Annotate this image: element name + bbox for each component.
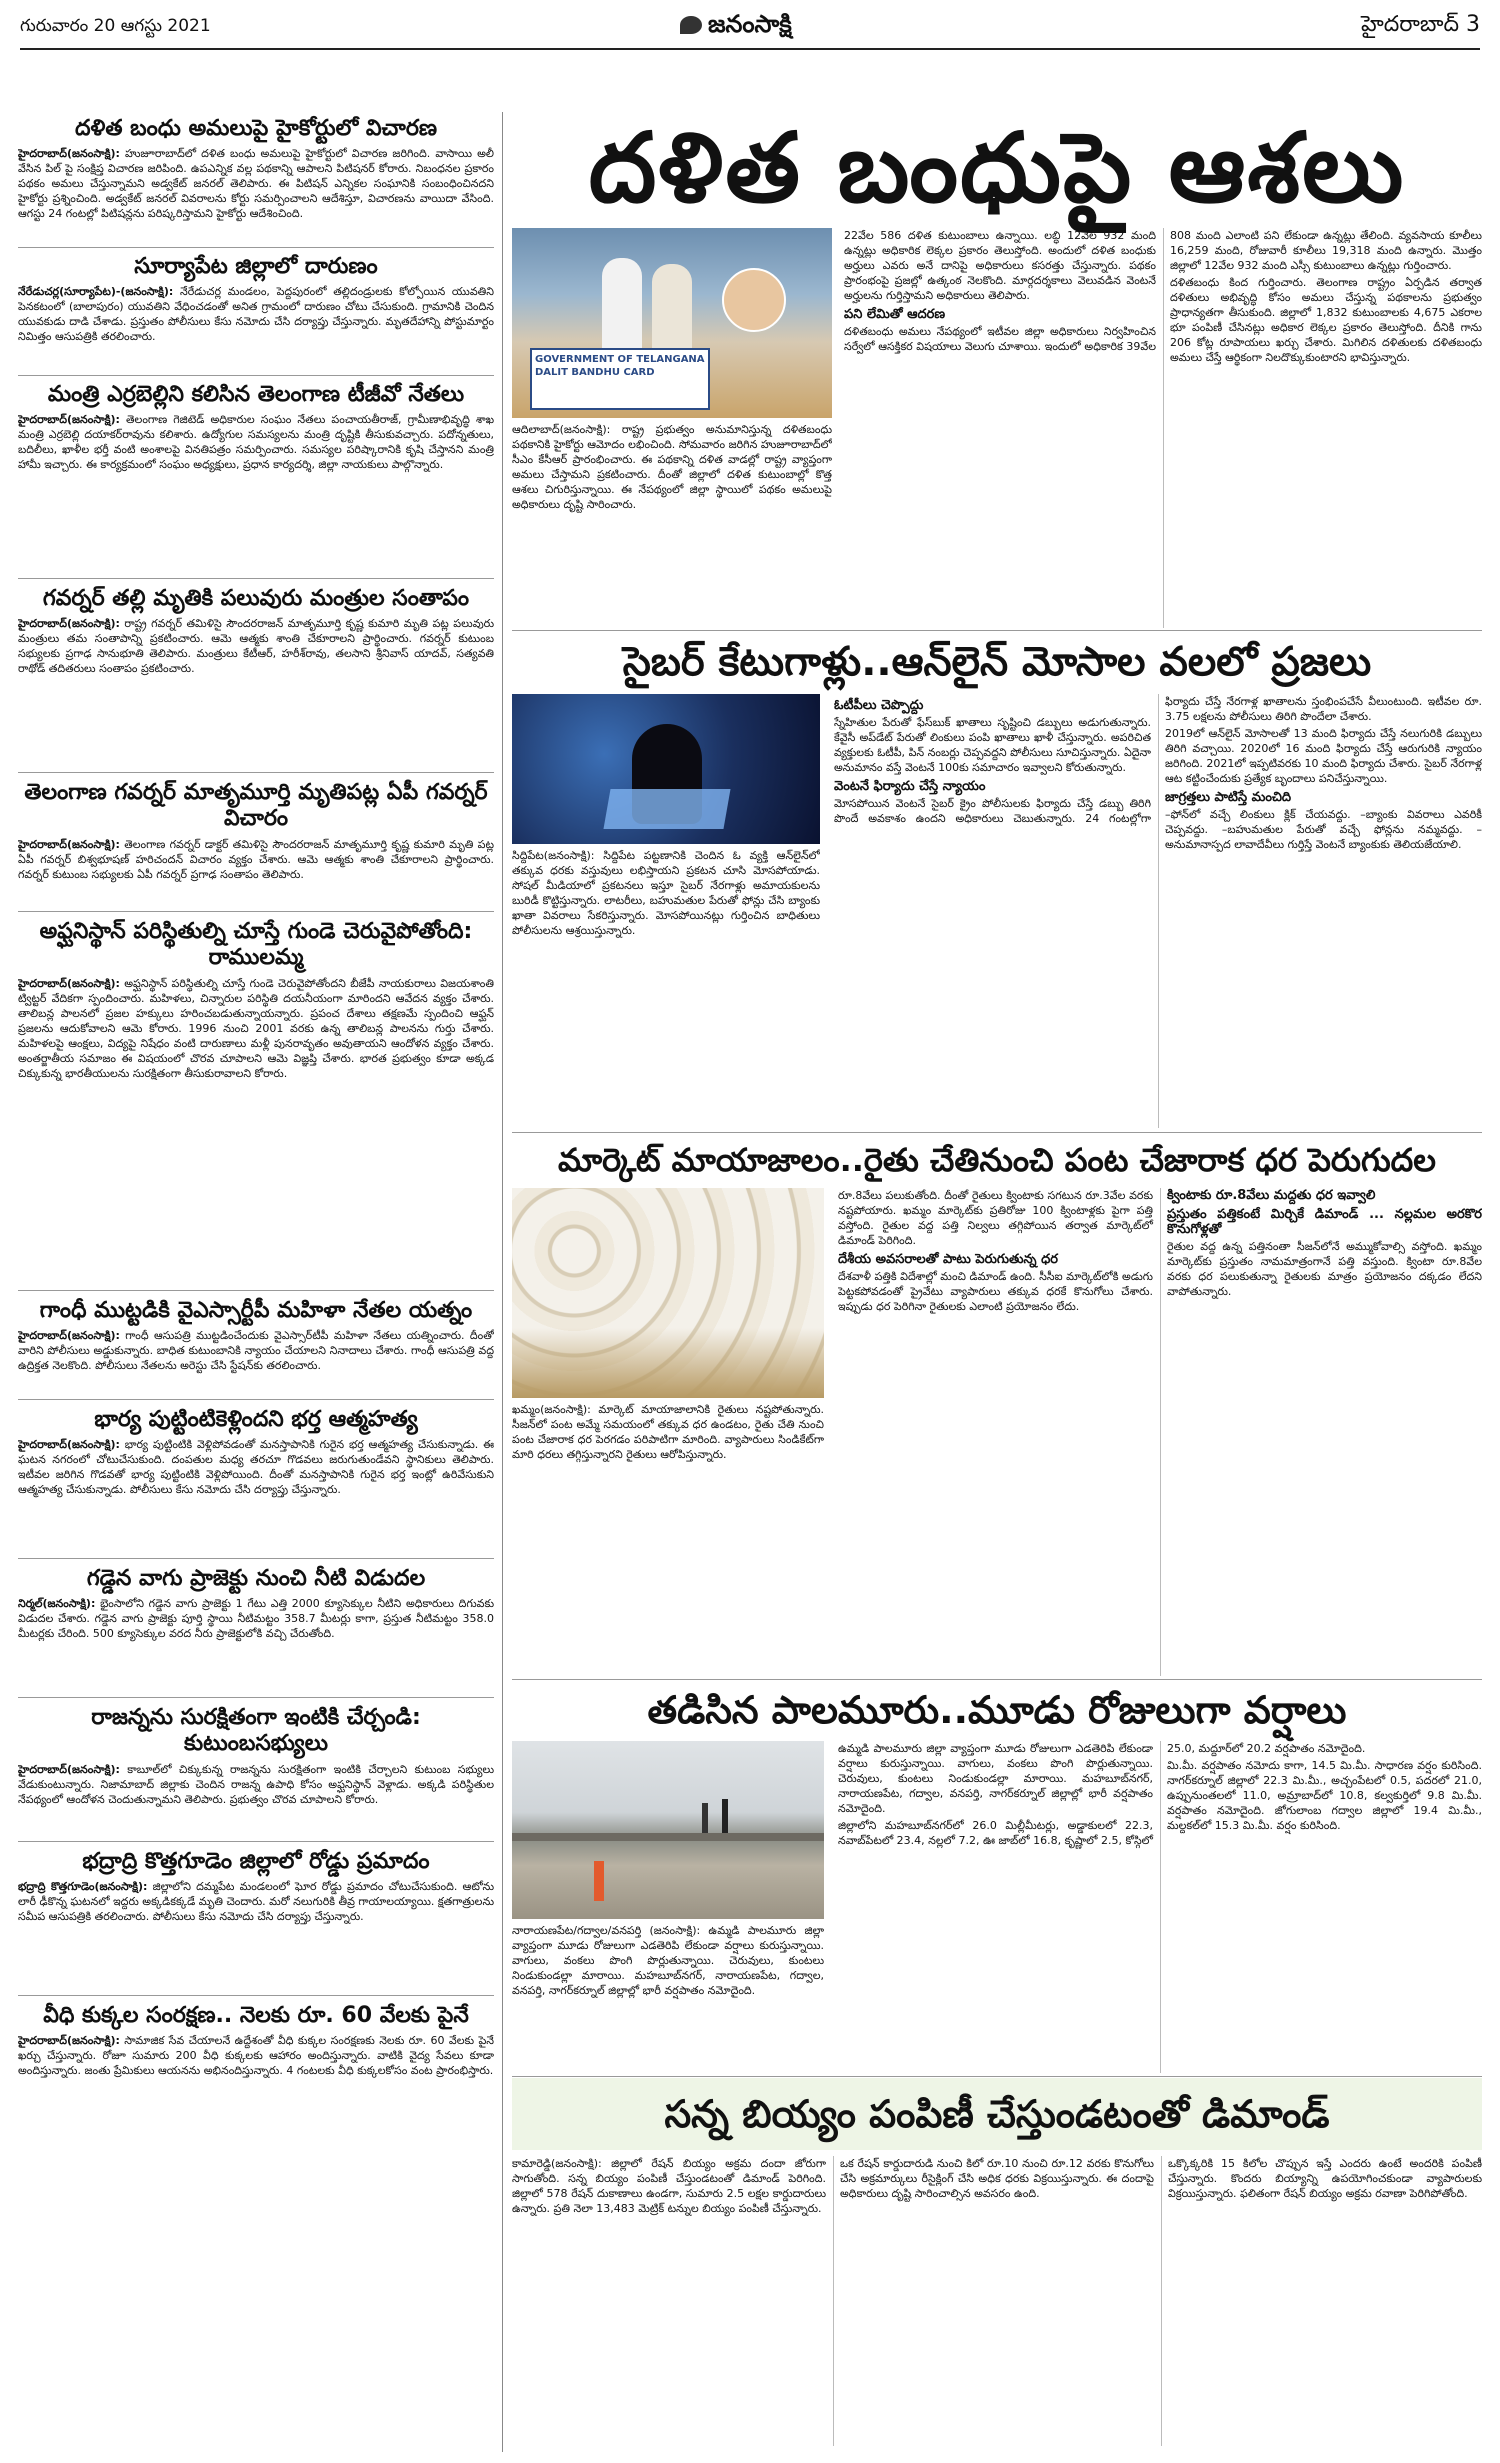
story-title: గడ్డెన వాగు ప్రాజెక్టు నుంచి నీటి విడుదల (86, 1566, 426, 1591)
story-title: గాంధీ ముట్టడికి వైఎస్సార్టీపీ మహిళా నేతల యత్నం (39, 1298, 473, 1323)
lead-body-1: ఆదిలాబాద్(జనంసాక్షి): రాష్ట్ర ప్రభుత్వం అనుమానిస్తున్న దళితబంధు పథకానికి హైకోర్టు ఆమోదం లభించింది. సోమవారం జరిగిన హుజూరాబాద్‌లో సీఎం కేసీఆర్ ప్రారంభించారు. ఈ పథకాన్ని దళిత వాడల్లో రాష్ట్ర వ్యాప్తంగా అమలు చేస్తామని ప్రకటించారు. దీంతో జిల్లాలో దళిత కుటుంబాల్లో కొత్త ఆశలు చిగురిస్తున్నాయి. ఈ నేపథ్యంలో జిల్లా స్థాయిలో పథకం అమలుపై అధికారులు దృష్టి సారించారు. (512, 423, 832, 511)
story-body: హైదరాబాద్(జనంసాక్షి): రాష్ట్ర గవర్నర్ తమిళిసై సౌందరరాజన్ మాతృమూర్తి కృష్ణ కుమారి మృతి పట్ల పలువురు మంత్రులు తమ సంతాపాన్ని ప్రకటించారు. ఆమె ఆత్మకు శాంతి చేకూరాలని ప్రార్థించారు. గవర్నర్ కుటుంబ సభ్యులకు ప్రగాఢ సానుభూతి తెలిపారు. మంత్రులు కేటీఆర్, హరీశ్‌రావు, తలసాని శ్రీనివాస్ యాదవ్, సత్యవతి రాథోడ్ తదితరులు సంతాపం ప్రకటించారు. (18, 617, 494, 676)
story-body: హైదరాబాద్(జనంసాక్షి): కాబూల్‌లో చిక్కుకున్న రాజన్నను సురక్షితంగా ఇంటికి చేర్చాలని కుటుంబ సభ్యులు వేడుకుంటున్నారు. నిజామాబాద్ జిల్లాకు చెందిన రాజన్న ఉపాధి కోసం అఫ్ఘనిస్థాన్ వెళ్లాడు. అక్కడి పరిస్థితుల నేపథ్యంలో ఆందోళన చెందుతున్నామని తెలిపారు. ప్రభుత్వం చొరవ చూపాలని కోరారు. (18, 1762, 494, 1806)
story-body: హైదరాబాద్(జనంసాక్షి): తెలంగాణ గెజిటెడ్ అధికారుల సంఘం నేతలు పంచాయతీరాజ్, గ్రామీణాభివృద్ధి శాఖ మంత్రి ఎర్రబెల్లి దయాకర్‌రావును కలిశారు. ఉద్యోగుల సమస్యలను మంత్రి దృష్టికి తీసుకువచ్చారు. పదోన్నతులు, బదిలీలు, ఖాళీల భర్తీ వంటి అంశాలపై వినతిపత్రం సమర్పించారు. సమస్యల పరిష్కారానికి కృషి చేస్తానని మంత్రి హామీ ఇచ్చారు. ఈ కార్యక్రమంలో సంఘం అధ్యక్షులు, ప్రధాన కార్యదర్శి, జిల్లా నాయకులు పాల్గొన్నారు. (18, 413, 494, 472)
cyber-tips: –ఫోన్‌లో వచ్చే లింకులు క్లిక్ చేయవద్దు. –బ్యాంకు వివరాలు ఎవరికీ చెప్పవద్దు. –బహుమతుల పేరుతో వచ్చే ఫోన్లను నమ్మవద్దు. –అనుమానాస్పద లావాదేవీలు గుర్తిస్తే వెంటనే బ్యాంకుకు తెలియజేయాలి. (1165, 808, 1482, 851)
person-figure (652, 264, 692, 348)
cyber-subhead: జాగ్రత్తలు పాటిస్తే మంచిది (1165, 790, 1292, 805)
rain-body-1: నారాయణపేట/గద్వాల/వనపర్తి (జనంసాక్షి): ఉమ్మడి పాలమూరు జిల్లా వ్యాప్తంగా మూడు రోజులుగా ఎడతెరిపి లేకుండా వర్షాలు కురుస్తున్నాయి. వాగులు, వంకలు పొంగి పొర్లుతున్నాయి. చెరువులు, కుంటలు నిండుకుండల్లా మారాయి. మహబూబ్‌నగర్, నారాయణపేట, గద్వాల, వనపర్తి, నాగర్‌కర్నూల్ జిల్లాల్లో భారీ వర్షపాతం నమోదైంది. (512, 1924, 824, 1997)
rice-body-3: ఒక్కొక్కరికి 15 కిలోల చొప్పున ఇస్తే ఎందరు ఉంటే అందరికి పంపిణీ చేస్తున్నారు. కొందరు బియ్యాన్ని ఉపయోగించకుండా వ్యాపారులకు విక్రయిస్తున్నారు. ఫలితంగా రేషన్ బియ్యం అక్రమ రవాణా పెరిగిపోతోంది. (1168, 2157, 1482, 2200)
story-title: తెలంగాణ గవర్నర్ మాతృమూర్తి మృతిపట్ల ఏపీ గవర్నర్ విచారం (24, 780, 488, 832)
story-title: సూర్యాపేట జిల్లాలో దారుణం (134, 254, 378, 279)
rice-body-columns (512, 2156, 1482, 2446)
lead-body-columns (844, 228, 1482, 628)
story-ap-governor (18, 776, 494, 912)
dam-wall (512, 1833, 824, 1841)
story-street-dogs (18, 1999, 494, 2439)
cyber-photo (512, 694, 820, 844)
masthead-logo-icon (680, 16, 702, 34)
story-title: అఫ్ఘనిస్థాన్ పరిస్థితుల్ని చూస్తే గుండె చెరువైపోతోంది: రాములమ్మ (39, 919, 473, 971)
lead-body-3: దళితబంధు అమలు నేపథ్యంలో ఇటీవల జిల్లా అధికారులు నిర్వహించిన సర్వేలో ఆసక్తికర విషయాలు వెలుగు చూశాయి. ఇందులో అధికారిక 39వేల 808 మంది ఎలాంటి పని లేకుండా ఉన్నట్లు తేలింది. వ్యవసాయ కూలీలు 16,259 మంది, రోజువారీ కూలీలు 19,318 మంది ఉన్నారు. మొత్తం జిల్లాలో 12వేల 932 మంది ఎస్సీ కుటుంబాలు ఉన్నట్లు గుర్తించారు. (844, 229, 1482, 353)
market-body-1: ఖమ్మం(జనంసాక్షి): మార్కెట్ మాయాజాలానికి రైతులు నష్టపోతున్నారు. సీజన్‌లో పంట అమ్మే సమయంలో తక్కువ ధర ఉండటం, రైతు చేతి నుంచి పంట చేజారాక ధర పెరగడం పరిపాటిగా మారింది. వ్యాపారులు సిండికేట్‌గా మారి ధరలు తగ్గిస్తున్నారని రైతులు ఆరోపిస్తున్నారు. (512, 1403, 824, 1461)
story-errabelli (18, 378, 494, 579)
lead-subhead: పని లేమితో ఆదరణ (844, 307, 946, 322)
cyber-body-1: సిద్దిపేట(జనంసాక్షి): సిద్దిపేట పట్టణానికి చెందిన ఓ వ్యక్తి ఆన్‌లైన్‌లో తక్కువ ధరకు వస్తువులు లభిస్తాయని ప్రకటన చూసి మోసపోయాడు. సోషల్ మీడియాలో ప్రకటనలు ఇస్తూ సైబర్ నేరగాళ్లు అమాయకులను బురిడీ కొట్టిస్తున్నారు. లాటరీలు, బహుమతుల పేరుతో ఫోన్లు చేసి బ్యాంకు ఖాతా వివరాలు సేకరిస్తున్నారు. మోసపోయినట్లు గుర్తించిన బాధితులు పోలీసులను ఆశ్రయిస్తున్నారు. (512, 849, 820, 937)
laptop-image (603, 789, 730, 829)
story-husband-suicide (18, 1403, 494, 1559)
market-headline: మార్కెట్ మాయాజాలం..రైతు చేతినుంచి పంట చేజారాక ధర పెరుగుదల (558, 1141, 1436, 1179)
cyber-headline: సైబర్ కేటుగాళ్లు..ఆన్‌లైన్ మోసాల వలలో ప్రజలు (622, 639, 1372, 685)
story-afghanistan (18, 915, 494, 1291)
market-subhead: క్వింటాకు రూ.8వేలు మద్దతు ధర ఇవ్వాలి (1167, 1188, 1376, 1203)
column-divider (502, 112, 503, 2452)
story-gaddena-vagu (18, 1562, 494, 1698)
cyber-subhead: ఓటీపీలు చెప్పొద్దు (834, 698, 924, 713)
story-title: మంత్రి ఎర్రబెల్లిని కలిసిన తెలంగాణ టీజీవో నేతలు (47, 382, 465, 407)
cyber-body-2: స్నేహితుల పేరుతో ఫేస్‌బుక్ ఖాతాలు సృష్టించి డబ్బులు అడుగుతున్నారు. కేవైసీ అప్‌డేట్ పేరుతో లింకులు పంపి ఖాతాలు ఖాళీ చేస్తున్నారు. అపరిచిత వ్యక్తులకు ఓటీపీ, పిన్ నంబర్లు చెప్పవద్దని పోలీసులు సూచిస్తున్నారు. ఏదైనా అనుమానం వస్తే వెంటనే 100కు సమాచారం ఇవ్వాలని కోరుతున్నారు. (834, 716, 1151, 774)
rice-body-1: కామారెడ్డి(జనంసాక్షి): జిల్లాలో రేషన్ బియ్యం అక్రమ దందా జోరుగా సాగుతోంది. సన్న బియ్యం పంపిణీ చేస్తుండటంతో డిమాండ్ పెరిగింది. జిల్లాలో 578 రేషన్ దుకాణాలు ఉండగా, సుమారు 2.5 లక్షల కార్డుదారులు ఉన్నారు. ప్రతి నెలా 13,483 మెట్రిక్ టన్నుల బియ్యం పంపిణీ చేస్తున్నారు. (512, 2157, 826, 2215)
page-city-number: హైదరాబాద్ 3 (1361, 12, 1480, 37)
story-body: నేరేడుచర్ల(సూర్యాపేట)-(జనంసాక్షి): నేరేడుచర్ల మండలం, పెద్దపురంలో తల్లిదండ్రులకు కోల్పోయిన యువతిని పెనకటంలో (బాలాపురం) యువతిని వేధించడంతో అనిత గ్రామంలో దారుణం చోటు చేసుకుంది. గ్రామానికి చెందిన యువకుడు దాడి చేశాడు. ప్రస్తుతం పోలీసులు కేసు నమోదు చేసి దర్యాప్తు చేస్తున్నారు. మృతదేహాన్ని పోస్టుమార్టం నిమిత్తం ఆసుపత్రికి తరలించారు. (18, 285, 494, 344)
story-road-accident (18, 1845, 494, 1996)
story-body: హైదరాబాద్(జనంసాక్షి): సామాజిక సేవ చేయాలనే ఉద్దేశంతో వీధి కుక్కల సంరక్షణకు నెలకు రూ. 60 వేలకు పైనే ఖర్చు చేస్తున్నారు. రోజూ సుమారు 200 వీధి కుక్కలకు ఆహారం అందిస్తున్నారు. వాటికి వైద్య సేవలు కూడా అందిస్తున్నారు. జంతు ప్రేమికులు ఆయనను అభినందిస్తున్నారు. 4 గంటలకు వీధి కుక్కలకోసం వంట ప్రారంభిస్తారు. (18, 2034, 494, 2078)
story-title: దళిత బంధు అమలుపై హైకోర్టులో విచారణ (74, 116, 438, 141)
lead-story (512, 228, 1482, 631)
cyber-subhead: వెంటనే ఫిర్యాదు చేస్తే న్యాయం (834, 779, 986, 794)
market-body-2: రూ.8వేలు పలుకుతోంది. దీంతో రైతులు క్వింటాకు సగటున రూ.3వేల వరకు నష్టపోయారు. ఖమ్మం మార్కెట్‌కు ప్రతిరోజు 100 క్వింటాళ్లకు పైగా పత్తి వస్తోంది. రైతుల వద్ద పత్తి నిల్వలు తగ్గిపోయిన తర్వాత మార్కెట్‌లో డిమాండ్ పెరిగింది. (838, 1189, 1153, 1247)
lead-body-4: దళితబంధు కింద గుర్తించారు. తెలంగాణ రాష్ట్రం ఏర్పడిన తర్వాత దళితులు అభివృద్ధి కోసం అమలు చేస్తున్న పథకాలను ప్రభుత్వం ప్రాధాన్యతగా తీసుకుంది. జిల్లాలో 1,832 కుటుంబాలకు 4,675 ఎకరాల భూ పంపిణీ చేసినట్లు అధికార లెక్కల ప్రకారం తెలుస్తోంది. దీనికి గాను 206 కోట్ల రూపాయలు ఖర్చు చేశారు. మిగిలిన దళితులకు దళితబంధు అమలు చేస్తే ఆర్థికంగా నిలదొక్కుకుంటారని భావిస్తున్నారు. (1170, 276, 1482, 364)
page-header (20, 8, 1480, 50)
market-subhead: దేశీయ అవసరాలతో పాటు పెరుగుతున్న ధర (838, 1252, 1058, 1267)
masthead (680, 10, 792, 44)
story-body: హైదరాబాద్(జనంసాక్షి): అఫ్ఘనిస్థాన్ పరిస్థితుల్ని చూస్తే గుండె చెరువైపోతోందని బీజేపీ నాయకురాలు విజయశాంతి ట్విట్టర్ వేదికగా స్పందించారు. మహిళలు, చిన్నారుల పరిస్థితి దయనీయంగా మారిందని ఆవేదన వ్యక్తం చేశారు. తాలిబన్ల పాలనలో ప్రజల హక్కులు హరించబడుతున్నాయన్నారు. ప్రపంచ దేశాలు తక్షణమే స్పందించి ఆఫ్ఘన్ ప్రజలను ఆదుకోవాలని ఆమె కోరారు. 1996 నుంచి 2001 వరకు ఉన్న తాలిబన్ల పాలనను గుర్తు చేశారు. మహిళలపై ఆంక్షలు, విద్యపై నిషేధం వంటి దారుణాలు మళ్లీ పునరావృతం అవుతాయని ఆందోళన వ్యక్తం చేశారు. అంతర్జాతీయ సమాజం ఈ విషయంలో చొరవ చూపాలని ఆమె విజ్ఞప్తి చేశారు. భారత ప్రభుత్వం కూడా అక్కడ చిక్కుకున్న భారతీయులను సురక్షితంగా తీసుకురావాలని కోరారు. (18, 976, 494, 1080)
dalit-bandhu-card: GOVERNMENT OF TELANGANA DALIT BANDHU CARD (530, 348, 710, 410)
cotton-bags-image (512, 1328, 824, 1398)
market-body-4: రైతుల వద్ద ఉన్న పత్తినంతా సీజన్‌లోనే అమ్ముకోవాల్సి వస్తోంది. ఖమ్మం మార్కెట్‌కు ప్రస్తుతం నామమాత్రంగానే పత్తి వస్తుంది. క్వింటా రూ.8వేల వరకు ధర పలుకుతున్నా రైతులకు మాత్రం ప్రయోజనం దక్కడం లేదని వాపోతున్నారు. (1167, 1240, 1482, 1298)
story-rajanna (18, 1701, 494, 1842)
rain-body-columns (838, 1741, 1482, 2073)
masthead-title: జనంసాక్షి (708, 10, 792, 38)
market-story (512, 1134, 1482, 1680)
rice-headline-box (512, 2078, 1482, 2150)
lead-body-2: 22వేల 586 దళిత కుటుంబాలు ఉన్నాయి. లబ్ధి 12వేల 932 మంది ఉన్నట్లు అధికారిక లెక్కల ప్రకారం తెలుస్తోంది. అందులో దళిత బంధుకు అర్హులు ఎవరు అనే దానిపై అధికారులు కసరత్తు చేస్తున్నారు. పథకం ప్రారంభంపై ప్రజల్లో ఉత్కంఠ నెలకొంది. మార్గదర్శకాలు వెలువడిన వెంటనే అర్హులను గుర్తిస్తామని అధికారులు తెలిపారు. (844, 229, 1156, 302)
rice-headline: సన్న బియ్యం పంపిణీ చేస్తుండటంతో డిమాండ్ (664, 2092, 1330, 2136)
rain-story (512, 1681, 1482, 2077)
cyber-body-4: 2019లో ఆన్‌లైన్ మోసాలతో 13 మంది ఫిర్యాదు చేస్తే నలుగురికి డబ్బులు తిరిగి వచ్చాయి. 2020లో 16 మంది ఫిర్యాదు చేస్తే ఆరుగురికి న్యాయం జరిగింది. 2021లో ఇప్పటివరకు 10 మంది ఫిర్యాదు చేశారు. సైబర్ నేరగాళ్ల ఆట కట్టించేందుకు ప్రత్యేక బృందాలు పనిచేస్తున్నాయి. (1165, 727, 1482, 785)
cyber-story (512, 632, 1482, 1133)
story-title: భార్య పుట్టింటికెళ్లిందని భర్త ఆత్మహత్య (94, 1407, 418, 1432)
person-figure (722, 1799, 728, 1833)
person-figure (702, 1803, 708, 1833)
rain-photo (512, 1741, 824, 1919)
rice-body-2: ఒక రేషన్ కార్డుదారుడి నుంచి కిలో రూ.10 నుంచి రూ.12 వరకు కొనుగోలు చేసి అక్రమార్కులు రీసైక్లింగ్ చేసి అధిక ధరకు విక్రయిస్తున్నారు. ఈ దందాపై అధికారులు దృష్టి సారించాల్సిన అవసరం ఉంది. (840, 2157, 1154, 2200)
story-suryapet (18, 250, 494, 376)
story-body: హైదరాబాద్(జనంసాక్షి): హుజూరాబాద్‌లో దళిత బంధు అమలుపై హైకోర్టులో విచారణ జరిగింది. వాసాయి అలీ వేసిన పిల్‌ పై సంక్షిప్త విచారణ జరిపింది. ఉపఎన్నిక వల్ల పథకాన్ని ఆపాలని పిటిషనర్ కోరారు. నిబంధనల ప్రకారం పథకం అమలు చేస్తున్నామని అడ్వకేట్ జనరల్ తెలిపారు. ఈ పిటిషన్ ఎన్నికల సంఘానికి సంబంధించినదని హైకోర్టు ప్రశ్నించింది. అడ్వకేట్ జనరల్ వివరాలను కోర్టు సమర్పించాలని ఆదేశిస్తూ, విచారణను వాయిదా వేసింది. ఆగస్టు 24 గంటల్లో పిటిషన్లను పరిష్కరిస్తామని హైకోర్టు ఆదేశించింది. (18, 147, 494, 221)
rain-headline: తడిసిన పాలమూరు..మూడు రోజులుగా వర్షాలు (647, 1688, 1347, 1732)
story-body: భద్రాద్రి కొత్తగూడెం(జనంసాక్షి): జిల్లాలోని దమ్మపేట మండలంలో ఘోర రోడ్డు ప్రమాదం చోటుచేసుకుంది. ఆటోను లారీ ఢీకొన్న ఘటనలో ఇద్దరు అక్కడికక్కడే మృతి చెందారు. మరో నలుగురికి తీవ్ర గాయాలయ్యాయి. క్షతగాత్రులను సమీప ఆసుపత్రికి తరలించారు. పోలీసులు కేసు నమోదు చేసి దర్యాప్తు చేస్తున్నారు. (18, 1880, 494, 1924)
cyber-body-columns (834, 694, 1482, 1128)
portrait-image (722, 268, 786, 332)
rain-body-2: జిల్లాలోని మహబూబ్‌నగర్‌లో 26.0 మిల్లీమీటర్లు, అడ్డాకులలో 22.3, నవాబ్‌పేటలో 23.4, నల్లలో 7.2, ఊ జాబ్‌లో 16.8, కృష్ణాలో 2.5, కోస్గిలో 25.0, మద్దూర్‌లో 20.2 వర్షపాతం నమోదైంది. (838, 1742, 1366, 1847)
cyber-body-3: మోసపోయిన వెంటనే సైబర్ క్రైం పోలీసులకు ఫిర్యాదు చేస్తే డబ్బు తిరిగి పొందే అవకాశం ఉందని అధికారులు చెబుతున్నారు. 24 గంటల్లోగా ఫిర్యాదు చేస్తే నేరగాళ్ల ఖాతాలను స్తంభింపచేసే వీలుంటుంది. ఇటీవల రూ. 3.75 లక్షలను పోలీసులు తిరిగి పొందేలా చేశారు. (834, 695, 1482, 825)
market-body-columns (838, 1188, 1482, 1676)
market-subhead: ప్రస్తుతం పత్తికంటే మిర్చికే డిమాండ్ ... నల్లమల అరకొర కొనుగోళ్లతో (1167, 1207, 1482, 1237)
story-highcourt (18, 112, 494, 248)
market-body-3: దేశవాళీ పత్తికి విదేశాల్లో మంచి డిమాండ్ ఉంది. సీసీఐ మార్కెట్‌లోకి అడుగు పెట్టకపోవడంతో ప్రైవేటు వ్యాపారులు తక్కువ ధరకే కొనుగోలు చేశారు. ఇప్పుడు ధర పెరిగినా రైతులకు ఎలాంటి ప్రయోజనం లేదు. (838, 1270, 1153, 1313)
story-title: భద్రాద్రి కొత్తగూడెం జిల్లాలో రోడ్డు ప్రమాదం (82, 1849, 430, 1874)
person-figure (602, 258, 642, 348)
lead-photo (512, 228, 832, 418)
story-gandhi-siege (18, 1294, 494, 1400)
story-governor-mother (18, 582, 494, 773)
left-column (18, 112, 494, 2452)
person-figure (594, 1861, 604, 1901)
rain-body-3: మి.మీ. వర్షపాతం నమోదు కాగా, 14.5 మి.మీ. సాధారణ వర్షం కురిసింది. నాగర్‌కర్నూల్ జిల్లాలో 22.3 మి.మీ., అచ్చంపేటలో 0.5, పదరలో 21.0, ఉప్పునుంతలలో 11.0, అమ్రాబాద్‌లో 10.8, కల్వకుర్తిలో 9.8 మి.మీ. వర్షపాతం నమోదైంది. జోగులాంబ గద్వాల జిల్లాలో 19.4 మి.మీ., మల్దకల్‌లో 15.3 మి.మీ. వర్షం కురిసింది. (1167, 1759, 1482, 1832)
story-body: హైదరాబాద్(జనంసాక్షి): గాంధీ ఆసుపత్రి ముట్టడించేందుకు వైఎస్సార్‌టీపీ మహిళా నేతలు యత్నించారు. దీంతో వారిని పోలీసులు అడ్డుకున్నారు. బాధిత కుటుంబానికి న్యాయం చేయాలని నినాదాలు చేశారు. గాంధీ ఆసుపత్రి వద్ద ఉద్రిక్తత నెలకొంది. పోలీసులు నేతలను అరెస్టు చేసి స్టేషన్‌కు తరలించారు. (18, 1329, 494, 1373)
issue-date: గురువారం 20 ఆగస్టు 2021 (20, 16, 211, 36)
story-body: నిర్మల్(జనంసాక్షి): భైంసాలోని గడ్డెన వాగు ప్రాజెక్టు 1 గేటు ఎత్తి 2000 క్యూసెక్కుల నీటిని అధికారులు దిగువకు విడుదల చేశారు. గడ్డెన వాగు ప్రాజెక్టు పూర్తి స్థాయి నీటిమట్టం 358.7 మీటర్లు కాగా, ప్రస్తుత నీటిమట్టం 358.0 మీటర్లకు చేరింది. 500 క్యూసెక్కుల వరద నీరు ప్రాజెక్టులోకి వచ్చి చేరుతోంది. (18, 1597, 494, 1641)
story-title: రాజన్నను సురక్షితంగా ఇంటికి చేర్చండి: కుటుంబసభ్యులు (91, 1705, 421, 1757)
story-body: హైదరాబాద్(జనంసాక్షి): తెలంగాణ గవర్నర్ డాక్టర్ తమిళిసై సౌందరరాజన్ మాతృమూర్తి కృష్ణ కుమారి మృతి పట్ల ఏపీ గవర్నర్ బిశ్వభూషణ్ హరిచందన్ విచారం వ్యక్తం చేశారు. ఆమె ఆత్మకు శాంతి చేకూరాలని ప్రార్థించారు. గవర్నర్ కుటుంబ సభ్యులకు ఏపీ గవర్నర్ ప్రగాఢ సంతాపం తెలిపారు. (18, 837, 494, 881)
lead-headline: దళిత బంధుపై ఆశలు (588, 112, 1406, 224)
story-body: హైదరాబాద్(జనంసాక్షి): భార్య పుట్టింటికి వెళ్లిపోవడంతో మనస్తాపానికి గురైన భర్త ఆత్మహత్య చేసుకున్నాడు. ఈ ఘటన నగరంలో చోటుచేసుకుంది. దంపతుల మధ్య తరచూ గొడవలు జరుగుతుండేవని స్థానికులు తెలిపారు. ఇటీవల జరిగిన గొడవతో భార్య పుట్టింటికి వెళ్లిపోయింది. దీంతో మనస్తాపానికి గురైన భర్త ఇంట్లో ఉరివేసుకుని ఆత్మహత్య చేసుకున్నాడు. పోలీసులు కేసు నమోదు చేసి దర్యాప్తు చేస్తున్నారు. (18, 1438, 494, 1497)
story-title: వీధి కుక్కల సంరక్షణ.. నెలకు రూ. 60 వేలకు పైనే (43, 2003, 469, 2028)
rain-body-1b: ఉమ్మడి పాలమూరు జిల్లా వ్యాప్తంగా మూడు రోజులుగా ఎడతెరిపి లేకుండా వర్షాలు కురుస్తున్నాయి. వాగులు, వంకలు పొంగి పొర్లుతున్నాయి. చెరువులు, కుంటలు నిండుకుండల్లా మారాయి. మహబూబ్‌నగర్, నారాయణపేట, గద్వాల, వనపర్తి, నాగర్‌కర్నూల్ జిల్లాల్లో భారీ వర్షపాతం నమోదైంది. (838, 1742, 1153, 1815)
market-photo (512, 1188, 824, 1398)
story-title: గవర్నర్ తల్లి మృతికి పలువురు మంత్రుల సంతాపం (42, 586, 470, 611)
